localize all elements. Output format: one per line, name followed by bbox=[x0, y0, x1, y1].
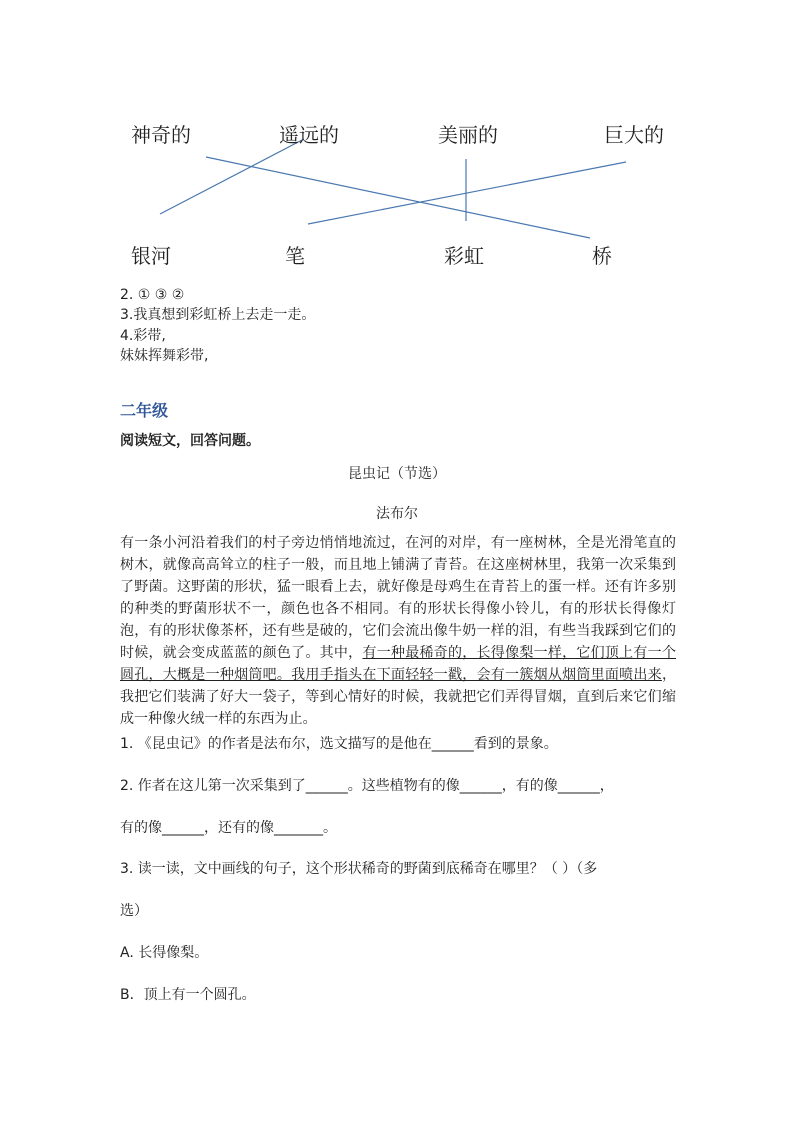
match-word-bottom-1: 银河 bbox=[131, 244, 171, 268]
option-a: A. 长得像梨。 bbox=[120, 945, 209, 961]
option-b: B．顶上有一个圆孔。 bbox=[120, 987, 256, 1003]
match-word-bottom-3: 彩虹 bbox=[444, 244, 484, 268]
passage-underlined-sentence: 有一种最稀奇的，长得像梨一样，它们顶上有一个圆孔，大概是一种烟筒吧。我用手指头在下面轻轻一戳，会有一簇烟从烟筒里面喷出来 bbox=[120, 645, 676, 683]
match-word-bottom-4: 桥 bbox=[592, 244, 612, 268]
passage-text-after: ，我把它们装满了好大一袋子，等到心情好的时候，我就把它们弄得冒烟，直到后来它们缩成一种像火绒一样的东西为止。 bbox=[120, 667, 676, 727]
section-title: 二年级 bbox=[120, 401, 169, 420]
matching-lines bbox=[0, 0, 794, 300]
article-passage bbox=[120, 532, 676, 730]
section-instruction: 阅读短文，回答问题。 bbox=[120, 433, 260, 449]
question-3-line-1: 3. 读一读，文中画线的句子，这个形状稀奇的野菌到底稀奇在哪里？（ ）（多 bbox=[120, 861, 598, 877]
match-line-4 bbox=[308, 162, 626, 224]
match-word-bottom-2: 笔 bbox=[285, 244, 305, 268]
question-2-line-1: 2. 作者在这儿第一次采集到了______。这些植物有的像______，有的像______， bbox=[120, 778, 614, 794]
match-word-top-2: 遥远的 bbox=[279, 123, 339, 147]
match-line-1 bbox=[206, 157, 590, 238]
question-1: 1. 《昆虫记》的作者是法布尔，选文描写的是他在______看到的景象。 bbox=[120, 736, 558, 752]
answer-3: 3.我真想到彩虹桥上去走一走。 bbox=[120, 307, 316, 323]
question-3-line-2: 选） bbox=[120, 903, 148, 919]
question-2-line-2: 有的像______，还有的像_______。 bbox=[120, 820, 337, 836]
answer-4-line-1: 4.彩带, bbox=[120, 328, 166, 344]
match-line-2 bbox=[160, 139, 304, 214]
article-author: 法布尔 bbox=[376, 506, 418, 522]
match-word-top-3: 美丽的 bbox=[438, 123, 498, 147]
article-title: 昆虫记（节选） bbox=[348, 466, 446, 482]
answer-2: 2. ① ③ ② bbox=[120, 287, 185, 303]
answer-4-line-2: 妹妹挥舞彩带, bbox=[120, 348, 209, 364]
match-word-top-4: 巨大的 bbox=[604, 123, 664, 147]
passage-text-before: 有一条小河沿着我们的村子旁边悄悄地流过，在河的对岸，有一座树林，全是光滑笔直的树木，就像高高耸立的柱子一般，而且地上铺满了青苔。在这座树林里，我第一次采集到了野菌。这野菌的形状，猛一眼看上去，就好像是母鸡生在青苔上的蛋一样。还有许多别的种类的野菌形状不一，颜色也各不相同。有的形状长得像小铃儿，有的形状长得像灯泡，有的形状像茶杯，还有些是破的，它们会流出像牛奶一样的泪，有些当我踩到它们的时候，就会变成蓝蓝的颜色了。其中， bbox=[120, 535, 676, 661]
match-word-top-1: 神奇的 bbox=[131, 123, 191, 147]
